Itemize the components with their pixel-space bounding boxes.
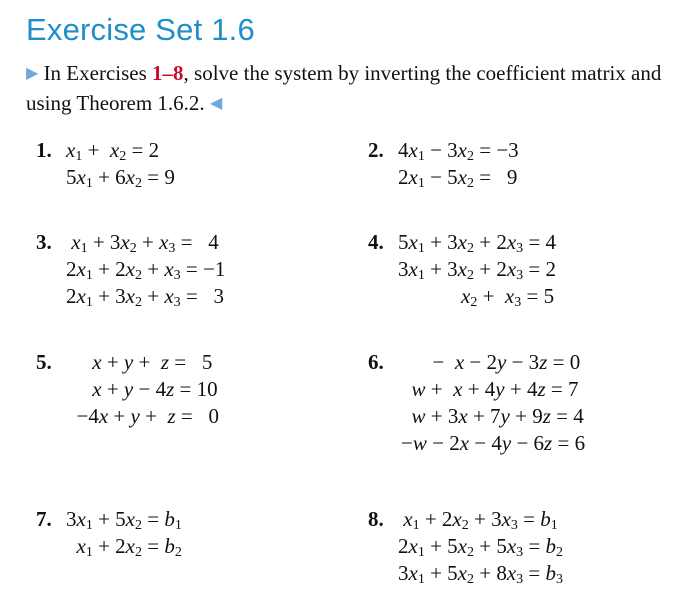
equation: x + y − 4z = 10 [92, 377, 218, 401]
triangle-left-icon: ◀ [209, 93, 223, 112]
equation: $3x_1 + 3x_2 + 2x_3 = 2$ [398, 257, 557, 283]
equation: $x_1 + 2x_2 + 3x_3 = b_1$ [403, 507, 558, 533]
equation: $4x_1 - 3x_2 = -3$ [398, 138, 519, 164]
exercise-set-title: Exercise Set 1.6 [26, 12, 255, 47]
equation: $2x_1 + 3x_2 + x_3 = 3$ [66, 284, 225, 310]
equation: $2x_1 + 2x_2 + x_3 = -1$ [66, 257, 226, 283]
exercise-number: 3. [36, 230, 52, 254]
exercise-number: 1. [36, 138, 52, 162]
equation: − x − 2y − 3z = 0 [401, 350, 581, 374]
exercise-number: 8. [368, 507, 384, 531]
exercise-number: 2. [368, 138, 384, 162]
equation: x + y + z = 5 [92, 350, 213, 374]
equation: $x_1 + 2x_2 = b_2$ [76, 534, 182, 560]
exercise-range: 1–8 [152, 61, 184, 85]
equation: $3x_1 + 5x_2 = b_1$ [66, 507, 182, 533]
equation: w + x + 4y + 4z = 7 [411, 377, 579, 401]
equation: $x_1 + x_2 = 2$ [66, 138, 160, 164]
exercise-number: 4. [368, 230, 384, 254]
equation: $x_2 + x_3 = 5$ [461, 284, 555, 310]
equation: $x_1 + 3x_2 + x_3 = 4$ [71, 230, 219, 256]
exercise-number: 7. [36, 507, 52, 531]
equation: −w − 2x − 4y − 6z = 6 [401, 431, 586, 455]
instructions [26, 58, 696, 118]
equation: w + 3x + 7y + 9z = 4 [411, 404, 584, 428]
intro-text-before: In Exercises [43, 61, 153, 85]
exercise-number: 6. [368, 350, 384, 374]
equation: $5x_1 + 6x_2 = 9$ [66, 165, 175, 191]
equation: $2x_1 + 5x_2 + 5x_3 = b_2$ [398, 534, 564, 560]
equation: $5x_1 + 3x_2 + 2x_3 = 4$ [398, 230, 557, 256]
equation: −4x + y + z = 0 [66, 404, 219, 428]
triangle-right-icon: ▶ [26, 63, 39, 82]
intro-text-after: , solve the system by inverting the coefficient matrix and using Theorem 1.6.2. [26, 61, 662, 115]
equation: $2x_1 - 5x_2 = 9$ [398, 165, 518, 191]
equation: $3x_1 + 5x_2 + 8x_3 = b_3$ [398, 561, 564, 587]
exercise-number: 5. [36, 350, 52, 374]
